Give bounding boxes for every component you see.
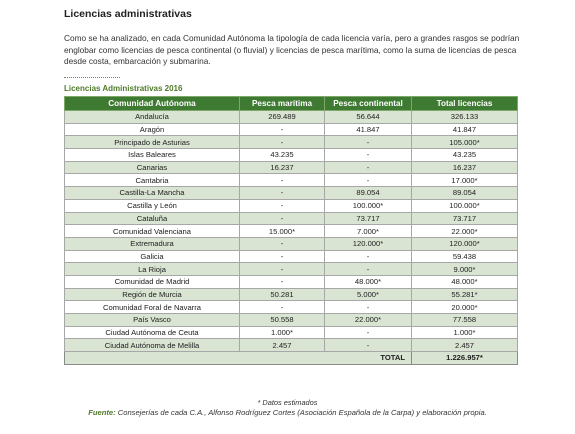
- cell-pesca-maritima: 43.235: [240, 149, 325, 162]
- cell-pesca-continental: 48.000*: [325, 275, 412, 288]
- header-pesca-continental: Pesca continental: [325, 97, 412, 111]
- cell-comunidad: Cataluña: [65, 212, 240, 225]
- cell-pesca-maritima: -: [240, 187, 325, 200]
- cell-pesca-continental: 41.847: [325, 123, 412, 136]
- table-row: [65, 263, 518, 276]
- cell-pesca-maritima: 1.000*: [240, 326, 325, 339]
- licenses-table: [64, 96, 518, 365]
- source-line: [0, 408, 575, 417]
- cell-comunidad: Principado de Asturias: [65, 136, 240, 149]
- cell-pesca-continental: -: [325, 149, 412, 162]
- header-pesca-maritima: Pesca marítima: [240, 97, 325, 111]
- cell-comunidad: Comunidad Foral de Navarra: [65, 301, 240, 314]
- cell-total: 16.237: [412, 161, 518, 174]
- table-row: [65, 199, 518, 212]
- cell-pesca-continental: -: [325, 161, 412, 174]
- cell-comunidad: Ciudad Autónoma de Melilla: [65, 339, 240, 352]
- cell-pesca-maritima: -: [240, 250, 325, 263]
- header-comunidad: Comunidad Autónoma: [65, 97, 240, 111]
- table-row: [65, 237, 518, 250]
- table-row: [65, 212, 518, 225]
- cell-total: 77.558: [412, 314, 518, 327]
- table-row: [65, 326, 518, 339]
- cell-pesca-maritima: 50.558: [240, 314, 325, 327]
- cell-total: 22.000*: [412, 225, 518, 238]
- section-heading: Licencias administrativas: [64, 8, 192, 20]
- total-value: 1.226.957*: [412, 352, 518, 365]
- cell-pesca-maritima: -: [240, 123, 325, 136]
- table-row: [65, 301, 518, 314]
- table-row: [65, 174, 518, 187]
- cell-total: 55.281*: [412, 288, 518, 301]
- cell-total: 89.054: [412, 187, 518, 200]
- estimate-note: * Datos estimados: [257, 398, 318, 407]
- cell-comunidad: Extremadura: [65, 237, 240, 250]
- table-row: [65, 161, 518, 174]
- cell-comunidad: Castilla-La Mancha: [65, 187, 240, 200]
- cell-total: 100.000*: [412, 199, 518, 212]
- cell-pesca-continental: 120.000*: [325, 237, 412, 250]
- cell-comunidad: La Rioja: [65, 263, 240, 276]
- table-header-row: [65, 97, 518, 111]
- table-row: [65, 111, 518, 124]
- cell-total: 43.235: [412, 149, 518, 162]
- table-row: [65, 123, 518, 136]
- cell-total: 41.847: [412, 123, 518, 136]
- cell-pesca-continental: 5.000*: [325, 288, 412, 301]
- cell-comunidad: Andalucía: [65, 111, 240, 124]
- cell-pesca-maritima: -: [240, 275, 325, 288]
- cell-pesca-continental: 56.644: [325, 111, 412, 124]
- cell-total: 59.438: [412, 250, 518, 263]
- cell-pesca-maritima: -: [240, 174, 325, 187]
- cell-pesca-maritima: 16.237: [240, 161, 325, 174]
- cell-pesca-continental: -: [325, 326, 412, 339]
- cell-pesca-maritima: -: [240, 237, 325, 250]
- table-row: [65, 314, 518, 327]
- cell-pesca-continental: 73.717: [325, 212, 412, 225]
- source-text: Consejerías de cada C.A., Alfonso Rodríguez Cortes (Asociación Española de la Carpa) y elaboración propia.: [117, 408, 487, 417]
- total-row: [65, 352, 518, 365]
- cell-comunidad: Castilla y León: [65, 199, 240, 212]
- cell-pesca-continental: -: [325, 250, 412, 263]
- table-row: [65, 339, 518, 352]
- header-total-licencias: Total licencias: [412, 97, 518, 111]
- cell-total: 20.000*: [412, 301, 518, 314]
- cell-total: 2.457: [412, 339, 518, 352]
- cell-total: 105.000*: [412, 136, 518, 149]
- table-row: [65, 275, 518, 288]
- cell-pesca-continental: 7.000*: [325, 225, 412, 238]
- cell-comunidad: Aragón: [65, 123, 240, 136]
- cell-pesca-maritima: 50.281: [240, 288, 325, 301]
- cell-pesca-maritima: -: [240, 263, 325, 276]
- source-label: Fuente:: [88, 408, 116, 417]
- cell-pesca-continental: -: [325, 263, 412, 276]
- cell-comunidad: Islas Baleares: [65, 149, 240, 162]
- cell-total: 120.000*: [412, 237, 518, 250]
- cell-pesca-maritima: -: [240, 212, 325, 225]
- cell-comunidad: Comunidad de Madrid: [65, 275, 240, 288]
- cell-pesca-maritima: 15.000*: [240, 225, 325, 238]
- cell-pesca-continental: -: [325, 174, 412, 187]
- intro-paragraph: Como se ha analizado, en cada Comunidad Autónoma la tipología de cada licencia varía, pero a grandes rasgos se podrían englobar como licencias de pesca continental (o fluvial) y licencias de pesca marítima, como la suma de licencias de pesca desde costa, embarcación y submarina.: [64, 33, 520, 66]
- cell-total: 1.000*: [412, 326, 518, 339]
- cell-pesca-continental: -: [325, 136, 412, 149]
- cell-pesca-continental: 22.000*: [325, 314, 412, 327]
- cell-pesca-maritima: -: [240, 199, 325, 212]
- cell-comunidad: Canarias: [65, 161, 240, 174]
- cell-comunidad: Región de Murcia: [65, 288, 240, 301]
- table-row: [65, 187, 518, 200]
- table-row: [65, 288, 518, 301]
- cell-total: 48.000*: [412, 275, 518, 288]
- table-title: Licencias Administrativas 2016: [64, 84, 183, 93]
- table-row: [65, 149, 518, 162]
- cell-comunidad: Galicia: [65, 250, 240, 263]
- cell-pesca-continental: -: [325, 301, 412, 314]
- cell-pesca-continental: 89.054: [325, 187, 412, 200]
- cell-pesca-maritima: -: [240, 301, 325, 314]
- dotted-separator: [64, 77, 120, 78]
- table-row: [65, 136, 518, 149]
- cell-total: 17.000*: [412, 174, 518, 187]
- cell-total: 9.000*: [412, 263, 518, 276]
- cell-pesca-continental: 100.000*: [325, 199, 412, 212]
- cell-comunidad: Comunidad Valenciana: [65, 225, 240, 238]
- cell-comunidad: Ciudad Autónoma de Ceuta: [65, 326, 240, 339]
- cell-pesca-maritima: -: [240, 136, 325, 149]
- cell-total: 73.717: [412, 212, 518, 225]
- table-row: [65, 225, 518, 238]
- cell-pesca-continental: -: [325, 339, 412, 352]
- cell-comunidad: Cantabria: [65, 174, 240, 187]
- cell-pesca-maritima: 2.457: [240, 339, 325, 352]
- total-label: TOTAL: [65, 352, 412, 365]
- cell-pesca-maritima: 269.489: [240, 111, 325, 124]
- table-row: [65, 250, 518, 263]
- cell-total: 326.133: [412, 111, 518, 124]
- cell-comunidad: País Vasco: [65, 314, 240, 327]
